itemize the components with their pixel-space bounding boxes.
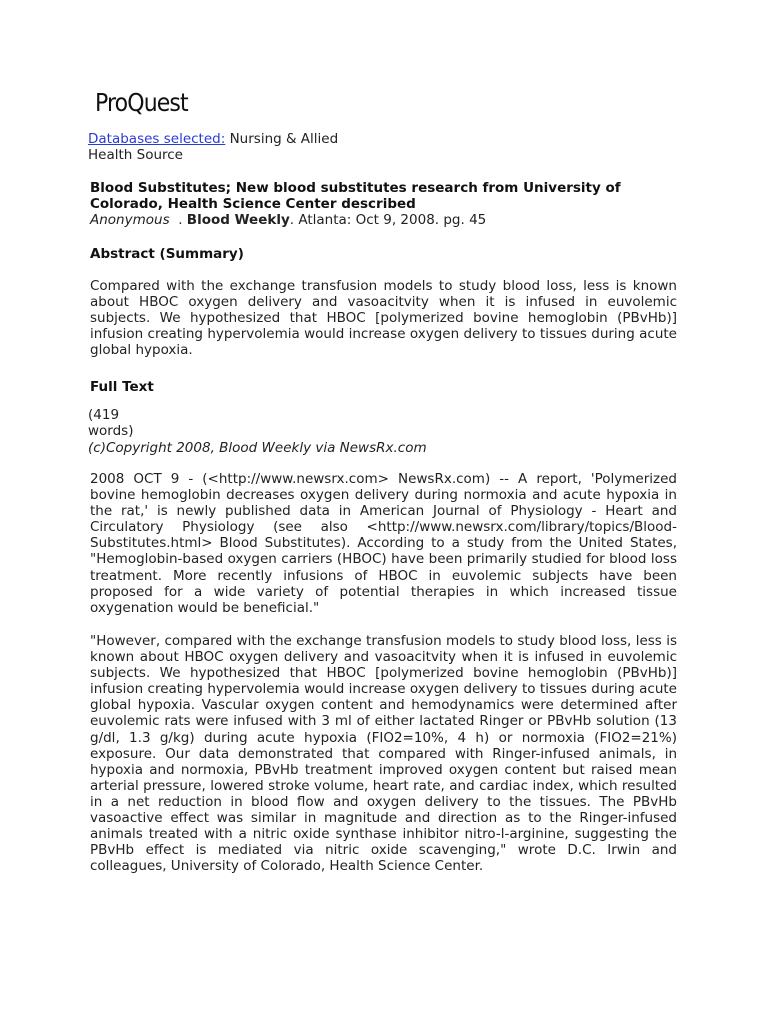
- abstract-text: Compared with the exchange transfusion models to study blood loss, less is known about HBOC oxygen delivery and vasoacitvity when it is infused in euvolemic subjects. We hypothesized that HBOC [polymerized bovine hemoglobin (PBvHb)] infusion creating hypervolemia would increase oxygen delivery to tissues during acute global hypoxia.: [90, 278, 677, 359]
- databases-value: Nursing & Allied Health Source: [88, 131, 339, 163]
- databases-selected: [88, 131, 368, 163]
- word-count: (419 words): [88, 407, 134, 439]
- body-paragraph: 2008 OCT 9 - (<http://www.newsrx.com> NewsRx.com) -- A report, 'Polymerized bovine hemoglobin decreases oxygen delivery during normoxia and acute hypoxia in the rat,' is newly published data in American Journal of Physiology - Heart and Circulatory Physiology (see also <http://www.newsrx.com/library/topics/Blood-Substitutes.html> Blood Substitutes). According to a study from the United States, "Hemoglobin-based oxygen carriers (HBOC) have been primarily studied for blood loss treatment. More recently infusions of HBOC in euvolemic subjects have been proposed for a wide variety of potential therapies in which increased tissue oxygenation would be beneficial.": [90, 471, 677, 616]
- article-source-details: . Atlanta: Oct 9, 2008. pg. 45: [289, 212, 487, 228]
- citation-dot: .: [178, 212, 183, 228]
- abstract-heading: Abstract (Summary): [90, 246, 244, 262]
- proquest-logo: ProQuest: [95, 88, 188, 117]
- full-text-heading: Full Text: [90, 379, 154, 395]
- article-citation: [90, 212, 690, 228]
- article-journal: Blood Weekly: [186, 212, 290, 228]
- copyright-notice: (c)Copyright 2008, Blood Weekly via NewsRx.com: [88, 440, 427, 456]
- body-paragraph: "However, compared with the exchange transfusion models to study blood loss, less is known about HBOC oxygen delivery and vasoacitvity when it is infused in euvolemic subjects. We hypothesized that HBOC [polymerized bovine hemoglobin (PBvHb)] infusion creating hypervolemia would increase oxygen delivery to tissues during acute global hypoxia. Vascular oxygen content and hemodynamics were determined after euvolemic rats were infused with 3 ml of either lactated Ringer or PBvHb solution (13 g/dl, 1.3 g/kg) during acute hypoxia (FIO2=10%, 4 h) or normoxia (FIO2=21%) exposure. Our data demonstrated that compared with Ringer-infused animals, in hypoxia and normoxia, PBvHb treatment improved oxygen content but raised mean arterial pressure, lowered stroke volume, heart rate, and cardiac index, which resulted in a net reduction in blood flow and oxygen delivery to the tissues. The PBvHb vasoactive effect was similar in magnitude and direction as to the Ringer-infused animals treated with a nitric oxide synthase inhibitor nitro-l-arginine, suggesting the PBvHb effect is mediated via nitric oxide scavenging," wrote D.C. Irwin and colleagues, University of Colorado, Health Science Center.: [90, 633, 677, 875]
- article-title: Blood Substitutes; New blood substitutes research from University of Colorado, Health Science Center described: [90, 180, 621, 212]
- databases-selected-link[interactable]: Databases selected:: [88, 131, 226, 147]
- article-author: Anonymous: [90, 212, 170, 228]
